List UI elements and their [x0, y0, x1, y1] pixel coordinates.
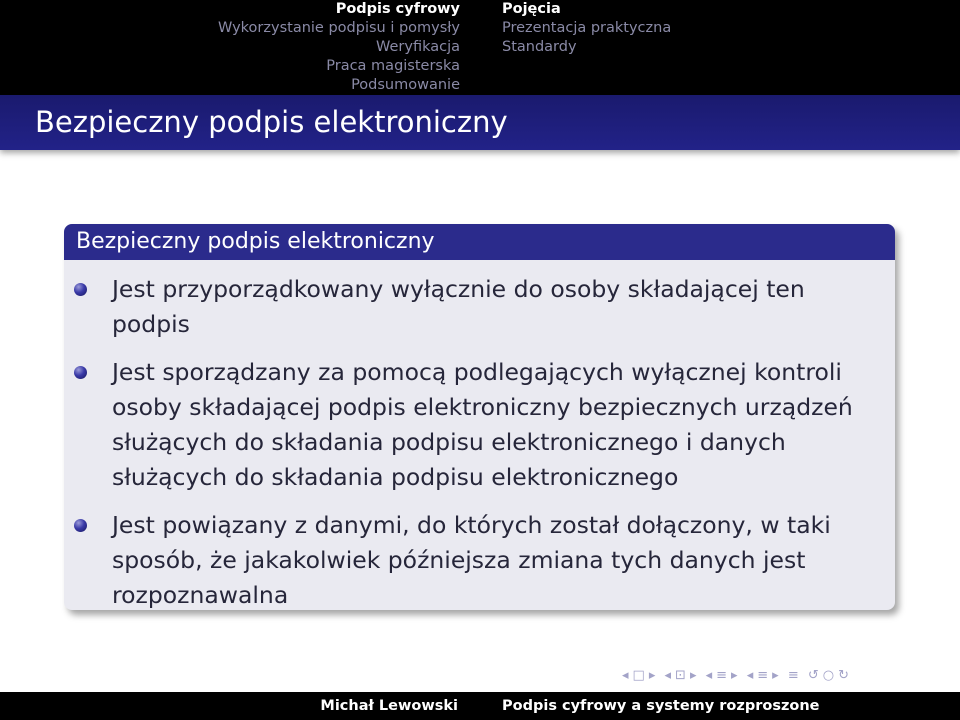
- list-item-text: Jest przyporządkowany wyłącznie do osoby składającej ten podpis: [112, 275, 805, 338]
- back-icon[interactable]: ↺: [807, 668, 820, 683]
- footer-title: Podpis cyfrowy a systemy rozproszone: [502, 698, 820, 714]
- section-link-praca-magisterska[interactable]: Praca magisterska: [326, 58, 460, 74]
- beamer-navigation-symbols: [622, 668, 952, 688]
- definition-block: [64, 224, 895, 610]
- next-subsection-arrow-icon[interactable]: ▸: [689, 668, 698, 683]
- section-link-wykorzystanie[interactable]: Wykorzystanie podpisu i pomysły: [218, 20, 460, 36]
- section-icon[interactable]: ≡: [716, 668, 729, 683]
- list-item: [112, 355, 875, 495]
- prev-frame-arrow-icon[interactable]: ◂: [622, 668, 630, 683]
- subsection-link-prezentacja[interactable]: Prezentacja praktyczna: [502, 20, 672, 36]
- prev-subsection-arrow-icon[interactable]: ◂: [664, 668, 673, 683]
- next-frame-arrow-icon[interactable]: ▸: [648, 668, 657, 683]
- list-item-text: Jest sporządzany za pomocą podlegających wyłącznej kontroli osoby składającej podpis elektroniczny bezpiecznych urządzeń służących do składania podpisu elektronicznego i danych służących do składania podpisu elektronicznego: [112, 358, 853, 491]
- next-document-arrow-icon[interactable]: ▸: [772, 668, 780, 683]
- frame-title-bar: [0, 95, 960, 150]
- list-item: [112, 272, 875, 342]
- section-link-podsumowanie[interactable]: Podsumowanie: [351, 77, 460, 93]
- bullet-icon: [74, 519, 87, 532]
- subsection-link-pojecia[interactable]: Pojęcia: [502, 1, 561, 17]
- section-link-podpis-cyfrowy[interactable]: Podpis cyfrowy: [335, 1, 460, 17]
- subsection-list: [480, 0, 671, 57]
- footer-author: Michał Lewowski: [320, 698, 458, 714]
- subsection-link-standardy[interactable]: Standardy: [502, 39, 577, 55]
- prev-section-arrow-icon[interactable]: ◂: [705, 668, 714, 683]
- subsection-icon[interactable]: ⊡: [675, 668, 687, 683]
- frame-icon[interactable]: □: [632, 668, 646, 683]
- next-section-arrow-icon[interactable]: ▸: [731, 668, 739, 683]
- appendix-icon[interactable]: ≡: [787, 668, 800, 683]
- block-body: [64, 260, 895, 610]
- list-item-text: Jest powiązany z danymi, do których został dołączony, w taki sposób, że jakakolwiek późniejsza zmiana tych danych jest rozpoznawalna: [112, 511, 831, 609]
- section-list: [218, 0, 480, 95]
- section-navigation-bar: [0, 0, 960, 95]
- document-icon[interactable]: ≡: [757, 668, 770, 683]
- search-icon[interactable]: ○: [822, 668, 836, 683]
- list-item: [112, 508, 875, 610]
- block-title: Bezpieczny podpis elektroniczny: [64, 224, 895, 260]
- footer-bar: [0, 692, 960, 720]
- prev-document-arrow-icon[interactable]: ◂: [746, 668, 755, 683]
- bullet-icon: [74, 366, 87, 379]
- bullet-icon: [74, 283, 87, 296]
- frame-title: Bezpieczny podpis elektroniczny: [35, 105, 508, 139]
- section-link-weryfikacja[interactable]: Weryfikacja: [376, 39, 460, 55]
- forward-icon[interactable]: ↻: [838, 668, 851, 683]
